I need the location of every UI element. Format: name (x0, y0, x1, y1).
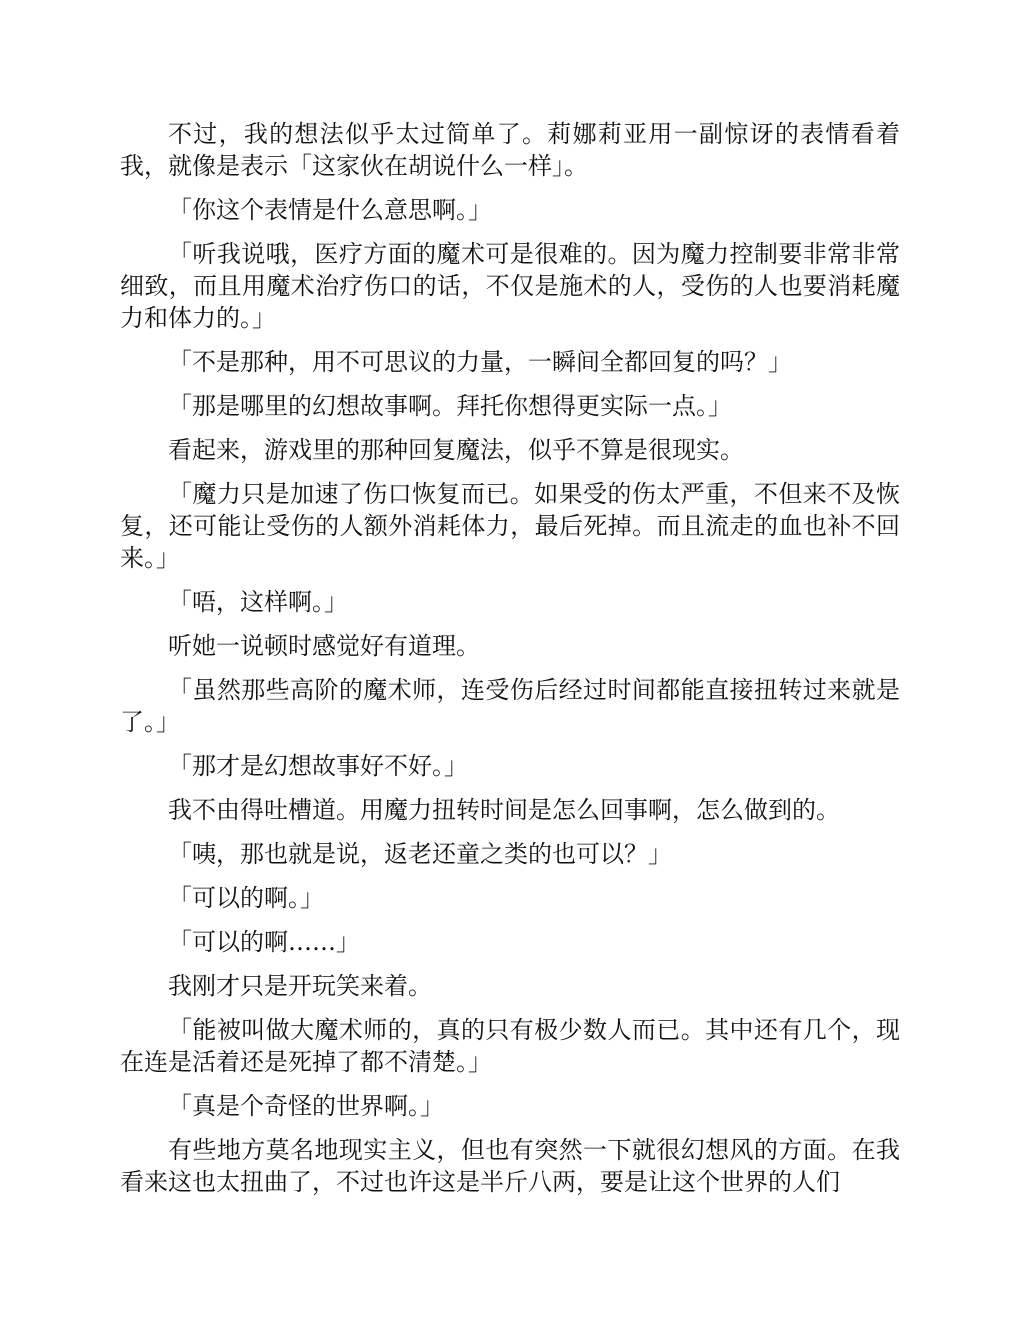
paragraph: 听她一说顿时感觉好有道理。 (168, 632, 480, 660)
paragraph: 我刚才只是开玩笑来着。 (168, 972, 432, 1000)
paragraph: 「你这个表情是什么意思啊。」 (168, 196, 492, 224)
paragraph: 「那才是幻想故事好不好。」 (168, 752, 468, 780)
paragraph: 「虽然那些高阶的魔术师，连受伤后经过时间都能直接扭转过来就是了。」 (120, 676, 900, 736)
paragraph: 「那是哪里的幻想故事啊。拜托你想得更实际一点。」 (168, 392, 732, 420)
paragraph: 我不由得吐槽道。用魔力扭转时间是怎么回事啊，怎么做到的。 (168, 796, 840, 824)
document-page (120, 118, 900, 1210)
paragraph: 有些地方莫名地现实主义，但也有突然一下就很幻想风的方面。在我看来这也太扭曲了，不过也许这是半斤八两，要是让这个世界的人们 (120, 1136, 900, 1196)
paragraph: 「咦，那也就是说，返老还童之类的也可以？」 (168, 840, 672, 868)
paragraph: 「可以的啊……」 (168, 928, 360, 956)
paragraph: 「不是那种，用不可思议的力量，一瞬间全都回复的吗？」 (168, 348, 792, 376)
paragraph: 「能被叫做大魔术师的，真的只有极少数人而已。其中还有几个，现在连是活着还是死掉了都不清楚。」 (120, 1016, 900, 1076)
paragraph: 「听我说哦，医疗方面的魔术可是很难的。因为魔力控制要非常非常细致，而且用魔术治疗伤口的话，不仅是施术的人，受伤的人也要消耗魔力和体力的。」 (120, 240, 900, 332)
paragraph: 「可以的啊。」 (168, 884, 324, 912)
paragraph: 「魔力只是加速了伤口恢复而已。如果受的伤太严重，不但来不及恢复，还可能让受伤的人额外消耗体力，最后死掉。而且流走的血也补不回来。」 (120, 480, 900, 572)
paragraph: 不过，我的想法似乎太过简单了。莉娜莉亚用一副惊讶的表情看着我，就像是表示「这家伙在胡说什么一样」。 (120, 120, 900, 180)
paragraph: 「真是个奇怪的世界啊。」 (168, 1092, 444, 1120)
paragraph: 看起来，游戏里的那种回复魔法，似乎不算是很现实。 (168, 436, 744, 464)
paragraph: 「唔，这样啊。」 (168, 588, 348, 616)
